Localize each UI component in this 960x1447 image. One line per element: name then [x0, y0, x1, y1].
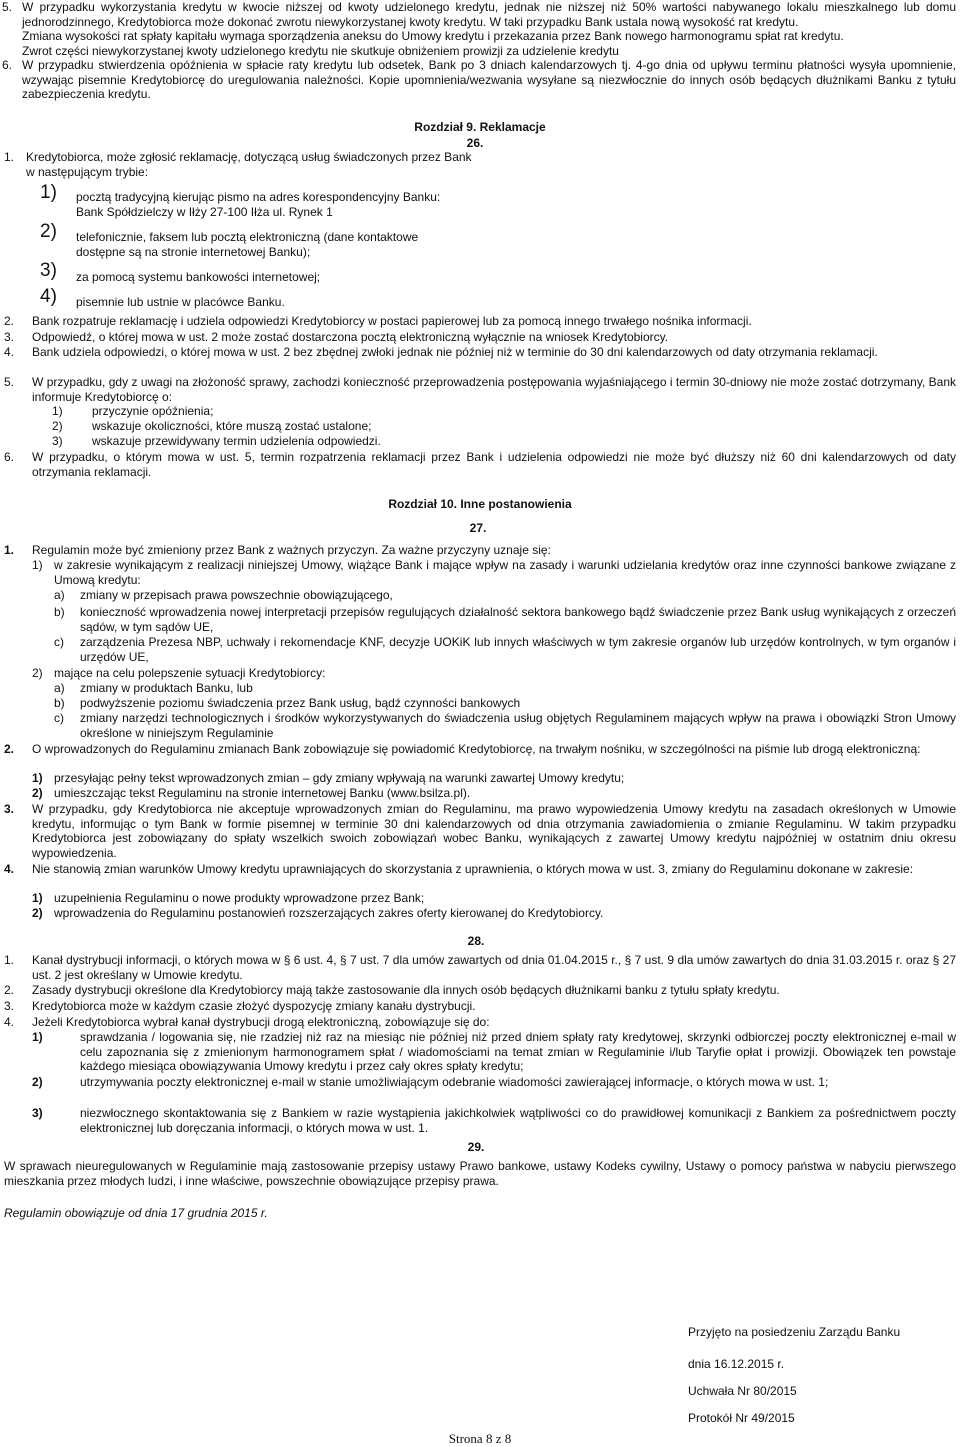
sub-number: 2): [52, 419, 63, 433]
letter-number: c): [54, 635, 64, 649]
sub-number: 3): [32, 1106, 43, 1120]
item-number: 2.: [4, 314, 15, 328]
sub-number: 3): [52, 434, 63, 448]
option-2: telefonicznie, faksem lub pocztą elektroniczną (dane kontaktowe dostępne są na stronie internetowej Banku);: [76, 230, 419, 259]
ch10-par28-item-1: Kanał dystrybucji informacji, o których mowa w § 6 ust. 4, § 7 ust. 7 dla umów zawartych od dnia 01.04.2015 r., § 7 ust. 9 dla umów zawartych do dnia 31.03.2015 r. oraz § 27 ust. 2 jest określany w Umowie kredytu.: [32, 953, 956, 982]
ch10-item-4-2: wprowadzenia do Regulaminu postanowień rozszerzających zakres oferty kierowanej do Kredytobiorcy.: [54, 906, 604, 920]
item-number: 3.: [4, 330, 15, 344]
ch10-par28-item-3: Kredytobiorca może w każdym czasie złożyć dyspozycję zmiany kanału dystrybucji.: [32, 999, 476, 1013]
ch10-item-2-2: umieszczając tekst Regulaminu na stronie internetowej Banku (www.bsilza.pl).: [54, 786, 471, 800]
ch10-item-1-2-b: podwyższenie poziomu świadczenia przez Bank usług, bądź czynności bankowych: [80, 696, 521, 710]
option-number: 4): [40, 286, 57, 307]
ch9-item-1: Kredytobiorca, może zgłosić reklamację, dotyczącą usług świadczonych przez Bank w następującym trybie:: [26, 150, 472, 179]
option-1: pocztą tradycyjną kierując pismo na adres korespondencyjny Banku: Bank Spółdzielczy w Iłży 27-100 Iłża ul. Rynek 1: [76, 190, 441, 219]
item-number: 5.: [4, 375, 15, 389]
sub-number: 1): [32, 891, 43, 905]
sub-number: 1): [52, 404, 63, 418]
ch10-item-1-1: w zakresie wynikającym z realizacji niniejszej Umowy, wiążące Bank i mające wpływ na zasady i warunki udzielania kredytów oraz inne czynności bankowe związane z Umową kredytu:: [54, 558, 956, 587]
item-number: 2.: [4, 983, 15, 997]
item-number: 1.: [4, 543, 15, 557]
ch10-item-1-1-c: zarządzenia Prezesa NBP, uchwały i rekomendacje KNF, decyzje UOKiK lub innych właściwych w tym zakresie organów lub urzędów kontrolnych, w tym organów i urzędów UE,: [80, 635, 956, 664]
option-number: 3): [40, 260, 57, 281]
sub-number: 2): [32, 906, 43, 920]
option-number: 2): [40, 221, 57, 242]
sub-number: 1): [32, 771, 43, 785]
ch9-item-5-sub-1: przyczynie opóźnienia;: [92, 404, 214, 418]
adopted-note: Przyjęto na posiedzeniu Zarządu Banku: [688, 1325, 901, 1339]
ch9-item-2: Bank rozpatruje reklamację i udziela odpowiedzi Kredytobiorcy w postaci papierowej lub za pomocą innego trwałego nośnika informacji.: [32, 314, 752, 328]
sub-number: 2): [32, 786, 43, 800]
item-number: 4.: [4, 345, 15, 359]
ch9-item-5-sub-3: wskazuje przewidywany termin udzielenia odpowiedzi.: [92, 434, 381, 448]
item-number: 4.: [4, 1015, 15, 1029]
ch10-item-1-2-c: zmiany narzędzi technologicznych i środków wykorzystywanych do świadczenia usług objętych Regulaminem mających wpływ na prawa i obowiązki Stron Umowy określone w niniejszym Regulaminie: [80, 711, 956, 740]
sub-number: 1): [32, 1030, 43, 1044]
item-number: 6.: [4, 450, 15, 464]
letter-number: c): [54, 711, 64, 725]
protocol-number: Protokół Nr 49/2015: [688, 1411, 795, 1425]
item-number: 6.: [2, 58, 13, 72]
chapter-9-title: Rozdział 9. Reklamacje: [414, 120, 546, 134]
option-3: za pomocą systemu bankowości internetowej;: [76, 270, 321, 284]
effective-date-note: Regulamin obowiązuje od dnia 17 grudnia 2015 r.: [4, 1206, 268, 1220]
ch10-par28-item-4-3: niezwłocznego skontaktowania się z Bankiem w razie wystąpienia jakichkolwiek wątpliwości co do prawidłowej komunikacji z Bankiem za pośrednictwem poczty elektronicznej lub doręczania informacji, o których mowa w ust. 1.: [80, 1106, 956, 1135]
chapter-10-title: Rozdział 10. Inne postanowienia: [388, 497, 572, 511]
item-number: 2.: [4, 742, 15, 756]
ch10-item-2: O wprowadzonych do Regulaminu zmianach Bank zobowiązuje się powiadomić Kredytobiorcę, na trwałym nośniku, w szczególności na piśmie lub drogą elektroniczną:: [32, 742, 921, 756]
paragraph-26-mark: 26.: [466, 136, 484, 150]
ch10-par28-item-4-2: utrzymywania poczty elektronicznej e-mail w stanie umożliwiającym odebranie wiadomości zawierającej informacje, o których mowa w ust. 1;: [80, 1075, 829, 1089]
ch10-item-1-2-a: zmiany w produktach Banku, lub: [80, 681, 253, 695]
ch9-item-5: W przypadku, gdy z uwagi na złożoność sprawy, zachodzi konieczność przeprowadzenia postępowania wyjaśniającego i termin 30-dniowy nie może zostać dotrzymany, Bank informuje Kredytobiorcę o:: [32, 375, 956, 404]
sub-number: 2): [32, 666, 43, 680]
page-number: Strona 8 z 8: [448, 1431, 512, 1446]
letter-number: a): [54, 588, 65, 602]
item-number: 1.: [4, 150, 15, 164]
ch10-item-1-1-a: zmiany w przepisach prawa powszechnie obowiązującego,: [80, 588, 393, 602]
ch10-item-4: Nie stanowią zmian warunków Umowy kredytu uprawniających do skorzystania z uprawnienia, o których mowa w ust. 3, zmiany do Regulaminu dokonane w zakresie:: [32, 862, 914, 876]
paragraph-5b: Zmiana wysokości rat spłaty kapitału wymaga sporządzenia aneksu do Umowy kredytu i przekazania przez Bank nowego harmonogramu spłat rat kredytu.: [22, 29, 844, 43]
option-number: 1): [40, 182, 57, 203]
paragraph-5c: Zwrot części niewykorzystanej kwoty udzielonego kredytu nie skutkuje obniżeniem prowizji za udzielenie kredytu: [22, 44, 619, 58]
item-number: 3.: [4, 999, 15, 1013]
ch10-par28-item-2: Zasady dystrybucji określone dla Kredytobiorcy mają także zastosowanie dla innych osób będących dłużnikami banku z tytułu spłaty kredytu.: [32, 983, 780, 997]
item-number: 5.: [2, 0, 13, 14]
option-4: pisemnie lub ustnie w placówce Banku.: [76, 295, 285, 309]
paragraph-27-mark: 27.: [469, 521, 487, 535]
ch10-item-3: W przypadku, gdy Kredytobiorca nie akceptuje wprowadzonych zmian do Regulaminu, ma prawo wypowiedzenia Umowy kredytu na zasadach określonych w Umowie kredytu, informując o tym Bank w formie pisemnej w terminie 30 dni kalendarzowych od dnia otrzymania zawiadomienia o zmianie Regulaminu. W takim przypadku Kredytobiorca jest zobowiązany do spłaty wszelkich swoich zobowiązań wobec Banku, wynikających z zawartej Umowy kredytu najpóźniej w ostatnim dniu okresu wypowiedzenia.: [32, 802, 956, 860]
ch10-par28-item-4: Jeżeli Kredytobiorca wybrał kanał dystrybucji drogą elektroniczną, zobowiązuje się do:: [32, 1015, 490, 1029]
item-number: 4.: [4, 862, 15, 876]
ch9-item-6: W przypadku, o którym mowa w ust. 5, termin rozpatrzenia reklamacji przez Bank i udzielenia odpowiedzi nie może być dłuższy niż 60 dni kalendarzowych od daty otrzymania reklamacji.: [32, 450, 956, 479]
letter-number: b): [54, 605, 65, 619]
ch10-par28-item-4-1: sprawdzania / logowania się, nie rzadziej niż raz na miesiąc nie później niż przed dniem spłaty raty kredytowej, skrzynki odbiorczej poczty elektronicznej e-mail w celu zapoznania się z zmienionym harmonogramem spłat / wiadomościami na temat zmian w Regulaminie i/lub Taryfie opłat i prowizji. Obowiązek ten powstaje każdego miesiąca obowiązywania Umowy kredytu i przez cały okres spłaty kredytu;: [80, 1030, 956, 1074]
adopted-date: dnia 16.12.2015 r.: [688, 1357, 785, 1371]
ch9-item-4: Bank udziela odpowiedzi, o której mowa w ust. 2 bez zbędnej zwłoki jednak nie później niż w terminie do 30 dni kalendarzowych od daty otrzymania reklamacji.: [32, 345, 878, 359]
ch10-item-4-1: uzupełnienia Regulaminu o nowe produkty wprowadzone przez Bank;: [54, 891, 425, 905]
ch9-item-5-sub-2: wskazuje okoliczności, które muszą zostać ustalone;: [92, 419, 372, 433]
letter-number: a): [54, 681, 65, 695]
paragraph-6: W przypadku stwierdzenia opóźnienia w spłacie raty kredytu lub odsetek, Bank po 3 dniach kalendarzowych tj. 4-go dnia od upływu terminu płatności wysyła upomnienie, wzywając pisemnie Kredytobiorcę do uregulowania należności. Kopie upomnienia/wezwania wysyłane są niezwłocznie do innych osób będących dłużnikami Banku z tytułu zabezpieczenia kredytu.: [22, 58, 956, 102]
ch10-item-1-1-b: konieczność wprowadzenia nowej interpretacji przepisów regulujących działalność sektora bankowego bądź świadczenie przez Bank usług wynikających z orzeczeń sądów, w tym sądów UE,: [80, 605, 956, 634]
ch10-item-1: Regulamin może być zmieniony przez Bank z ważnych przyczyn. Za ważne przyczyny uznaje się:: [32, 543, 551, 557]
item-number: 3.: [4, 802, 15, 816]
paragraph-29-mark: 29.: [467, 1140, 485, 1154]
letter-number: b): [54, 696, 65, 710]
paragraph-28-mark: 28.: [467, 934, 485, 948]
sub-number: 2): [32, 1075, 43, 1089]
sub-number: 1): [32, 558, 43, 572]
ch9-item-3: Odpowiedź, o której mowa w ust. 2 może zostać dostarczona pocztą elektroniczną wyłącznie na wniosek Kredytobiorcy.: [32, 330, 669, 344]
resolution-number: Uchwała Nr 80/2015: [688, 1384, 797, 1398]
item-number: 1.: [4, 953, 15, 967]
ch10-par29-text: W sprawach nieuregulowanych w Regulaminie mają zastosowanie przepisy ustawy Prawo bankowe, ustawy Kodeks cywilny, Ustawy o pomocy państwa w nabyciu pierwszego mieszkania przez młodych ludzi, i inne właściwe, powszechnie obowiązujące przepisy prawa.: [4, 1159, 956, 1188]
ch10-item-2-1: przesyłając pełny tekst wprowadzonych zmian – gdy zmiany wpływają na warunki zawartej Umowy kredytu;: [54, 771, 625, 785]
paragraph-5: W przypadku wykorzystania kredytu w kwocie niższej od kwoty udzielonego kredytu, jednak nie niższej niż 50% wartości nabywanego lokalu mieszkalnego lub domu jednorodzinnego, Kredytobiorca może dokonać zwrotu niewykorzystanej kwoty kredytu. W taki przypadku Bank ustala nową wysokość rat kredytu.: [22, 0, 956, 29]
ch10-item-1-2: mające na celu polepszenie sytuacji Kredytobiorcy:: [54, 666, 326, 680]
